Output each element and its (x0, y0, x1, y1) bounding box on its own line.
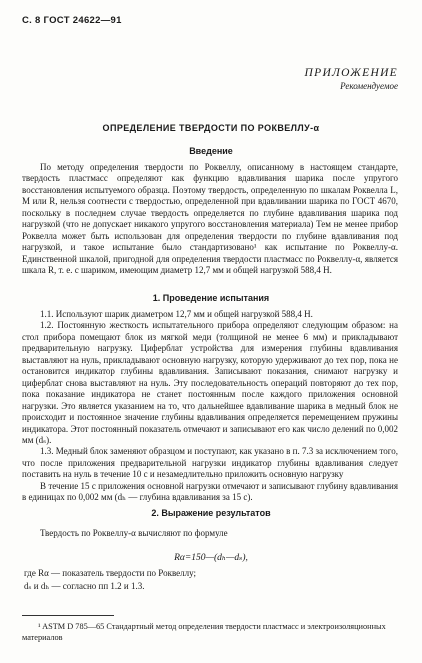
intro-paragraph: По методу определения твердости по Роквеллу, описанному в настоящем стандарте, твердость пластмасс определяют как функцию вдавливания шарика после упругого восстановления испытуемого образца. Поэтому твердость, определенную по шкалам Роквелла L, M или R, нельзя соотнести с твердостью, определенной при вдавливании шарика по ГОСТ 4670, поскольку в последнем случае твердость определяется по глубине вдавливания шарика под нагрузкой (что не допускает никакого упругого восстановления материала) Тем не менее прибор Роквелла может быть использован для определения твердости по глубине вдавливания под нагрузкой, и такое испытание было стандартизовано¹ как испытание по Роквеллу-α. Единственной шкалой, пригодной для определения твердости пластмасс по Роквеллу-α, является шкала R, т. е. с шариком, имеющим диаметр 12,7 мм и общей нагрузкой 588,4 Н. (22, 162, 398, 276)
footnote-1: ¹ ASTM D 785—65 Стандартный метод определения твердости пластмасс и электроизоляционных материалов (22, 622, 386, 642)
section-1-body (22, 309, 398, 504)
appendix-label-block (305, 67, 398, 93)
paragraph-1-3-continued: В течение 15 с приложения основной нагрузки отмечают и записывают глубину вдавливания в единицах по 0,002 мм (dₕ — глубина вдавливания за 15 с). (22, 480, 398, 503)
section-1-heading: 1. Проведение испытания (152, 293, 270, 303)
paragraph-1-3: 1.3. Медный блок заменяют образцом и поступают, как указано в п. 7.3 за исключением того, что после приложения предварительной нагрузки индикатор глубины вдавливания следует поставить на нуль в течение 10 с и незамедлительно приложить основную нагрузку (22, 446, 398, 480)
appendix-status: Рекомендуемое (340, 81, 398, 91)
intro-heading: Введение (189, 146, 233, 156)
page-header: С. 8 ГОСТ 24622—91 (22, 15, 122, 26)
definition-r-alpha: где Rα — показатель твердости по Роквеллу; (24, 568, 197, 578)
definition-ds-dh: dₛ и dₕ — согласно пп 1.2 и 1.3. (24, 581, 145, 591)
formula-definitions (24, 567, 196, 593)
paragraph-1-2: 1.2. Постоянную жесткость испытательного прибора определяют следующим образом: на стол прибора помещают блок из мягкой меди (толщиной не менее 6 мм) и прикладывают предварительную нагрузку. Циферблат устройства для измерения глубины вдавливания выставляют на нуль, прикладывают основную нагрузку, которую удерживают до тех пор, пока не остановится индикатор глубины вдавливания. Записывают показания, снимают нагрузку и циферблат снова выставляют на нуль. Эту последовательность операций повторяют до тех пор, пока показание индикатора не станет постоянным после каждого приложения основной нагрузки. Это является указанием на то, что дальнейшее вдавливание шарика в медный блок не происходит и постоянное значение глубины вдавливания определяется перемещением пружины индикатора. Этот постоянный показатель отмечают и записывают его как число делений по 0,002 мм (dₛ). (22, 320, 398, 445)
document-title: ОПРЕДЕЛЕНИЕ ТВЕРДОСТИ ПО РОКВЕЛЛУ-α (102, 123, 320, 133)
section-2-body (22, 528, 398, 539)
footnote-block (22, 622, 398, 643)
formula-intro: Твердость по Роквеллу-α вычисляют по формуле (40, 528, 228, 538)
section-2-heading: 2. Выражение результатов (151, 508, 271, 518)
hardness-formula: Rα=150—(dₕ—dₛ), (174, 553, 248, 563)
paragraph-1-1: 1.1. Используют шарик диаметром 12,7 мм и общей нагрузкой 588,4 Н. (40, 309, 313, 319)
footnote-separator (22, 615, 114, 616)
intro-section (22, 162, 398, 277)
appendix-label: ПРИЛОЖЕНИЕ (304, 67, 398, 79)
